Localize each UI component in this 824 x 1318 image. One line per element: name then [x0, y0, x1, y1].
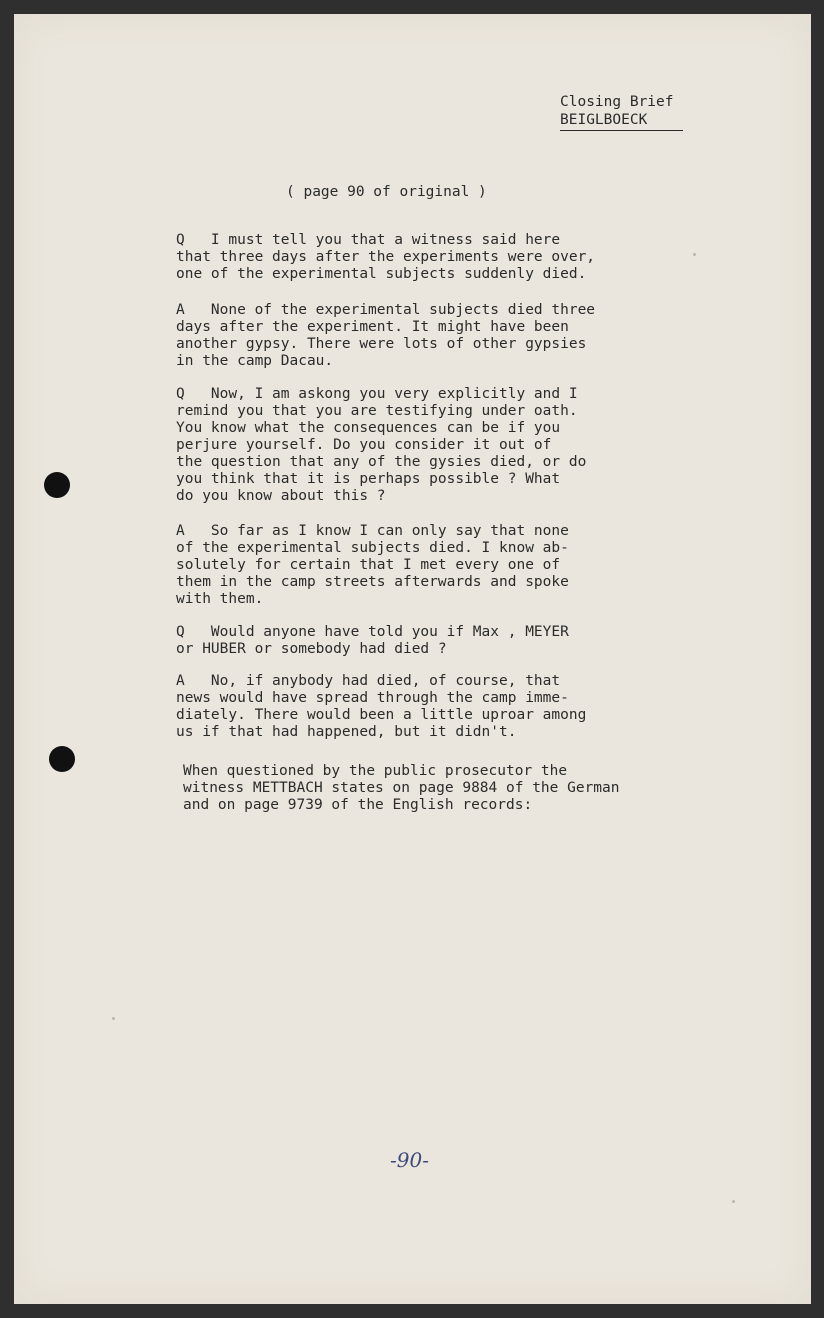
answer-paragraph: A So far as I know I can only say that none of the experimental subjects died. I know ab- solutely for certain that I met every one of them in the camp streets afterwards and spoke with them.: [176, 523, 569, 607]
question-paragraph: Q Would anyone have told you if Max , MEYER or HUBER or somebody had died ?: [176, 624, 569, 657]
punch-hole: [44, 472, 70, 498]
question-paragraph: Q I must tell you that a witness said here that three days after the experiments were over, one of the experimental subjects suddenly died.: [176, 232, 596, 282]
paper-speck: [112, 1017, 115, 1020]
document-page: [14, 14, 811, 1304]
answer-paragraph: A None of the experimental subjects died three days after the experiment. It might have been another gypsy. There were lots of other gypsies in the camp Dacau.: [176, 302, 596, 369]
defendant-name: BEIGLBOECK: [560, 112, 683, 131]
narrative-paragraph: When questioned by the public prosecutor the witness METTBACH states on page 9884 of the German and on page 9739 of the English records:: [183, 763, 620, 813]
paper-speck: [732, 1200, 735, 1203]
answer-paragraph: A No, if anybody had died, of course, that news would have spread through the camp imme- diately. There would been a little uproar among us if that had happened, but it didn't.: [176, 673, 587, 740]
paper-speck: [693, 253, 696, 256]
question-paragraph: Q Now, I am askong you very explicitly and I remind you that you are testifying under oath. You know what the consequences can be if you perjure yourself. Do you consider it out of the question that any of the gysies died, or do you think that it is perhaps possible ? What do you know about this ?: [176, 386, 587, 504]
punch-hole: [49, 746, 75, 772]
original-page-reference: ( page 90 of original ): [286, 184, 487, 200]
handwritten-page-number: -90-: [390, 1148, 429, 1172]
closing-brief-title: Closing Brief: [560, 94, 674, 110]
